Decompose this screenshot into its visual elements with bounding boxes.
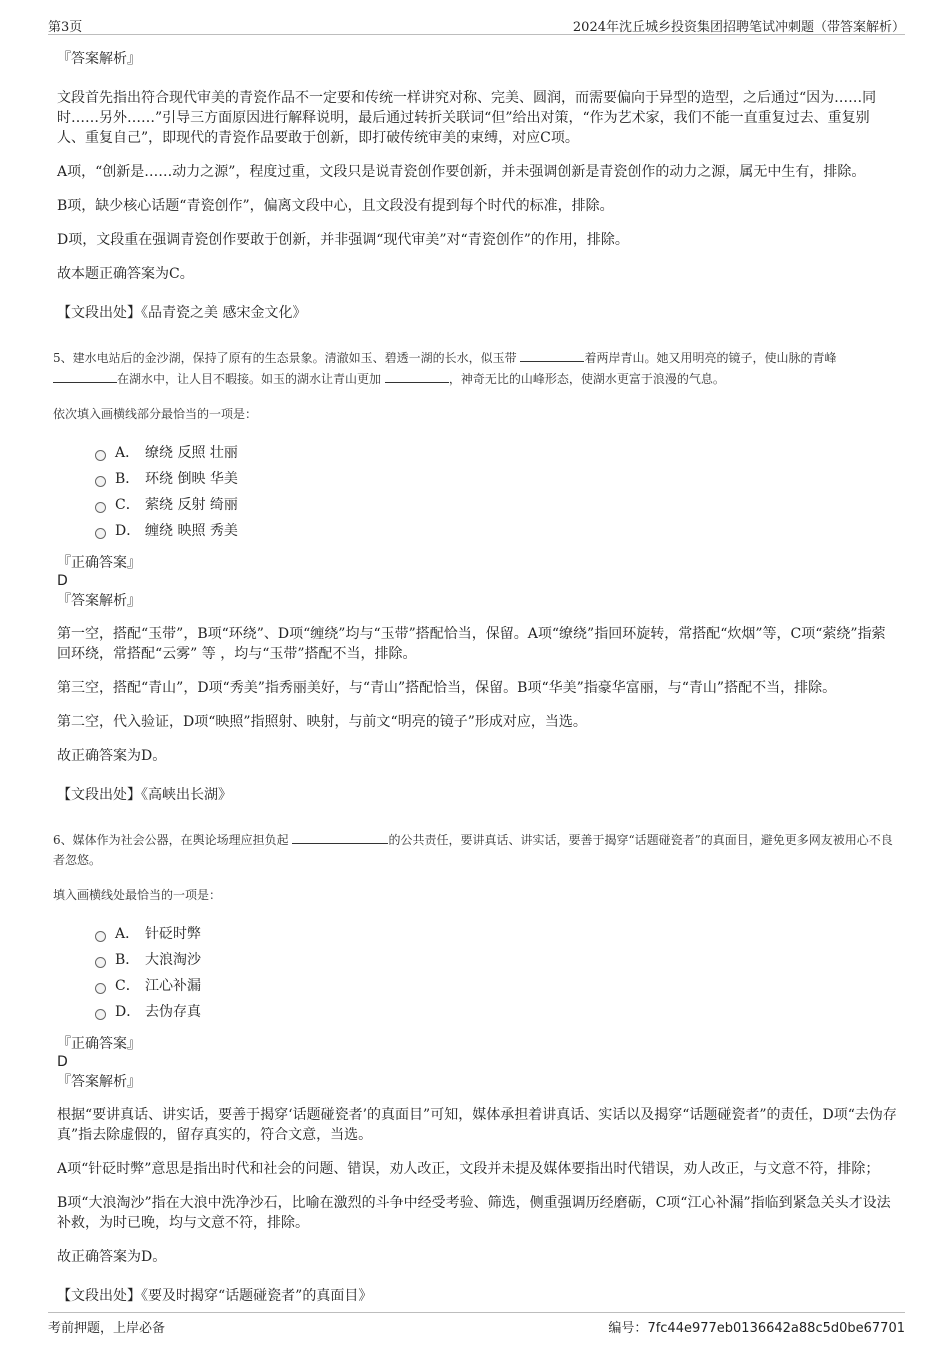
q5-option-d[interactable]: D． 缠绕 映照 秀美 <box>95 522 907 548</box>
radio-icon[interactable] <box>95 502 106 513</box>
code-label: 编号： <box>608 1321 648 1336</box>
radio-icon[interactable] <box>95 476 106 487</box>
q5-source: 【文段出处】《高峡出长湖》 <box>57 787 232 803</box>
code-value: 7fc44e977eb0136642a88c5d0be67701 <box>647 1321 905 1336</box>
page-header <box>48 12 905 35</box>
q5-blank-3 <box>385 368 449 383</box>
q5-final-answer: 故正确答案为D。 <box>57 748 167 764</box>
q6-stem: 6、媒体作为社会公器，在舆论场理应担负起 的公共责任，要讲真话、讲实话，要善于揭穿“话题碰瓷者”的真面目，避免更多网友被用心不良者忽悠。 <box>53 829 898 870</box>
page-footer <box>48 1312 905 1337</box>
q5-option-a[interactable]: A． 缭绕 反照 壮丽 <box>95 444 907 470</box>
radio-icon[interactable] <box>95 957 106 968</box>
q5-correct-title: 『正确答案』 <box>57 555 141 571</box>
q6-options <box>95 925 907 1029</box>
q4-analysis-para: B项，缺少核心话题“青瓷创作”，偏离文段中心，且文段没有提到每个时代的标准，排除。 <box>57 198 614 214</box>
q4-analysis-title: 『答案解析』 <box>57 51 141 67</box>
q5-correct-answer: D <box>57 573 68 589</box>
q5-analysis-para: 第三空，搭配“青山”，D项“秀美”指秀丽美好，与“青山”搭配恰当，保留。B项“华美”指豪华富丽，与“青山”搭配不当，排除。 <box>57 680 837 696</box>
radio-icon[interactable] <box>95 983 106 994</box>
q5-prompt: 依次填入画横线部分最恰当的一项是： <box>53 407 258 421</box>
q6-blank <box>292 829 388 844</box>
q5-analysis-title: 『答案解析』 <box>57 593 141 609</box>
q4-source: 【文段出处】《品青瓷之美 感宋金文化》 <box>57 305 307 321</box>
radio-icon[interactable] <box>95 931 106 942</box>
q5-analysis-para: 第一空，搭配“玉带”，B项“环绕”、D项“缠绕”均与“玉带”搭配恰当，保留。A项“缭绕”指回环旋转，常搭配“炊烟”等，C项“萦绕”指萦回环绕，常搭配“云雾” 等 ，均与“玉带”搭配不当，排除。 <box>57 626 886 662</box>
q5-option-c[interactable]: C． 萦绕 反射 绮丽 <box>95 496 907 522</box>
q5-option-b[interactable]: B． 环绕 倒映 华美 <box>95 470 907 496</box>
q4-final-answer: 故本题正确答案为C。 <box>57 266 194 282</box>
radio-icon[interactable] <box>95 450 106 461</box>
q6-analysis-para: 根据“要讲真话、讲实话，要善于揭穿‘话题碰瓷者’的真面目”可知，媒体承担着讲真话、实话以及揭穿“话题碰瓷者”的责任，D项“去伪存真”指去除虚假的，留存真实的，符合文意，当选。 <box>57 1107 897 1143</box>
q6-option-c[interactable]: C． 江心补漏 <box>95 977 907 1003</box>
radio-icon[interactable] <box>95 528 106 539</box>
q6-final-answer: 故正确答案为D。 <box>57 1249 167 1265</box>
radio-icon[interactable] <box>95 1009 106 1020</box>
q6-option-a[interactable]: A． 针砭时弊 <box>95 925 907 951</box>
q5-blank-1 <box>520 347 584 362</box>
q5-stem: 5、建水电站后的金沙湖，保持了原有的生态景象。清澈如玉、碧透一湖的长水，似玉带 着两岸青山。她又用明亮的镜子，使山脉的青峰 在湖水中，让人目不暇接。如玉的湖水让青山更加 ，神奇无比的山峰形态，使湖水更富于浪漫的气息。 <box>53 347 898 389</box>
q6-correct-answer: D <box>57 1054 68 1070</box>
q4-analysis-para: 文段首先指出符合现代审美的青瓷作品不一定要和传统一样讲究对称、完美、圆润，而需要偏向于异型的造型，之后通过“因为……同时……另外……”引导三方面原因进行解释说明，最后通过转折关联词“但”给出对策，“作为艺术家，我们不能一直重复过去、重复别人、重复自己”，即现代的青瓷作品要敢于创新，即打破传统审美的束缚，对应C项。 <box>57 90 877 146</box>
q6-correct-title: 『正确答案』 <box>57 1036 141 1052</box>
footer-slogan: 考前押题，上岸必备 <box>48 1321 166 1336</box>
q6-option-b[interactable]: B． 大浪淘沙 <box>95 951 907 977</box>
q6-analysis-title: 『答案解析』 <box>57 1074 141 1090</box>
document-title: 2024年沈丘城乡投资集团招聘笔试冲刺题（带答案解析） <box>572 20 905 35</box>
document-code <box>608 1317 905 1336</box>
page-number: 第3页 <box>48 20 83 35</box>
q6-prompt: 填入画横线处最恰当的一项是： <box>53 888 222 902</box>
q4-analysis-para: D项，文段重在强调青瓷创作要敢于创新，并非强调“现代审美”对“青瓷创作”的作用，排除。 <box>57 232 629 248</box>
q6-analysis-para: B项“大浪淘沙”指在大浪中洗净沙石，比喻在激烈的斗争中经受考验、筛选，侧重强调历经磨砺，C项“江心补漏”指临到紧急关头才设法补救，为时已晚，均与文意不符，排除。 <box>57 1195 891 1231</box>
q4-analysis-para: A项，“创新是……动力之源”，程度过重，文段只是说青瓷创作要创新，并未强调创新是青瓷创作的动力之源，属无中生有，排除。 <box>57 164 866 180</box>
q6-source: 【文段出处】《要及时揭穿“话题碰瓷者”的真面目》 <box>57 1288 373 1304</box>
q5-blank-2 <box>53 368 117 383</box>
document-body <box>53 50 907 1330</box>
q5-options <box>95 444 907 548</box>
q6-analysis-para: A项“针砭时弊”意思是指出时代和社会的问题、错误，劝人改正，文段并未提及媒体要指出时代错误，劝人改正，与文意不符，排除； <box>57 1161 880 1177</box>
q6-option-d[interactable]: D． 去伪存真 <box>95 1003 907 1029</box>
q5-analysis-para: 第二空，代入验证，D项“映照”指照射、映射，与前文“明亮的镜子”形成对应，当选。 <box>57 714 587 730</box>
